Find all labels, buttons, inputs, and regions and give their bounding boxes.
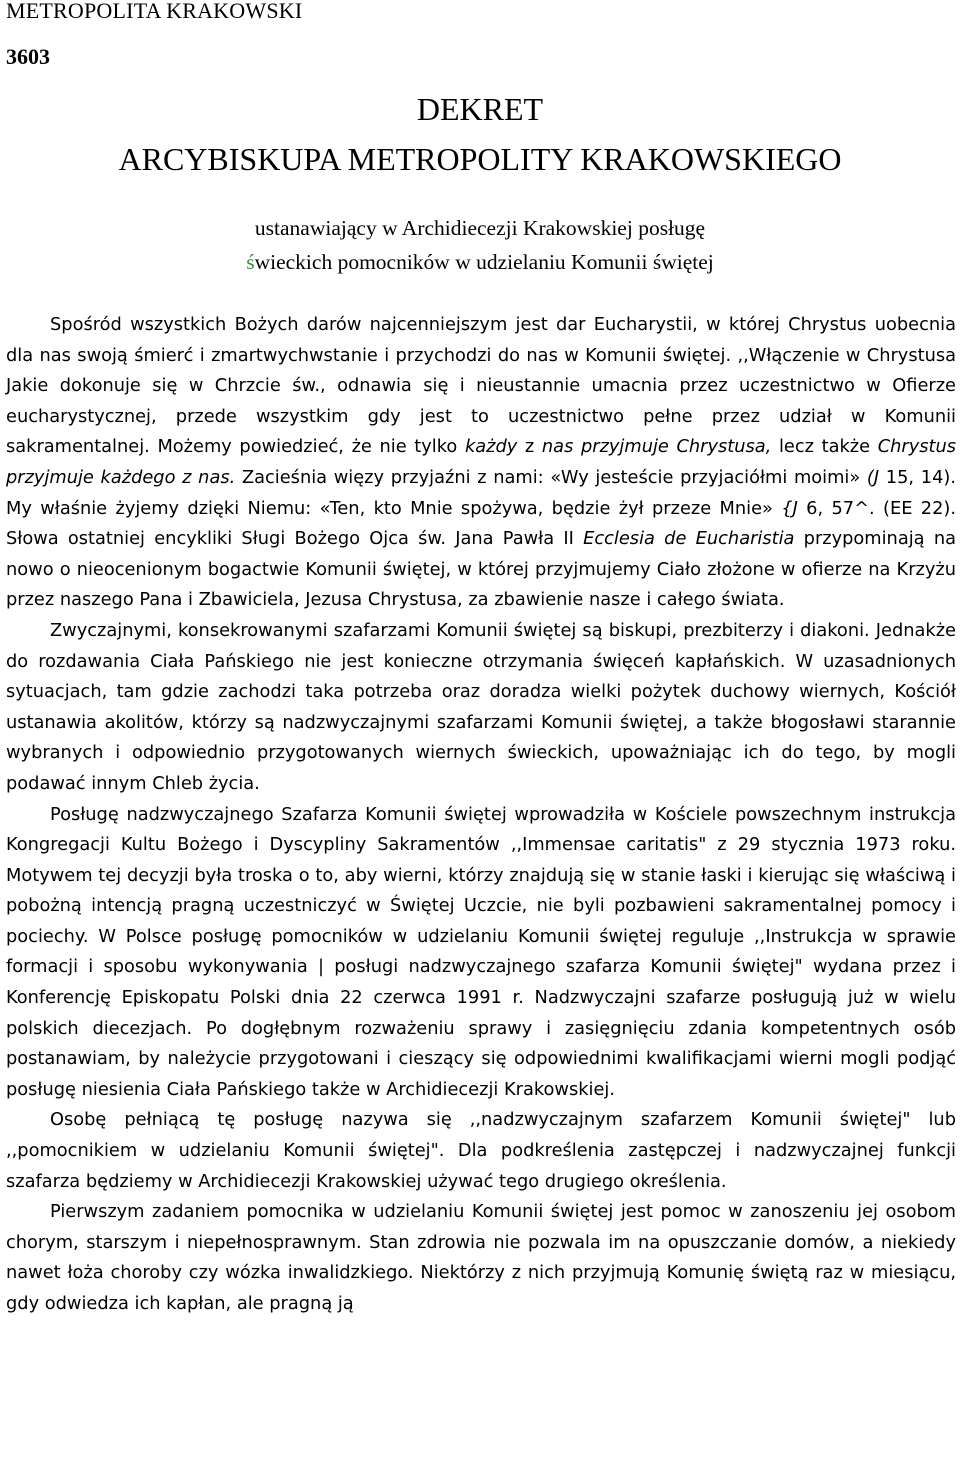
paragraph-1-italic: Chrystus przyjmuje każdego z nas. bbox=[6, 436, 956, 488]
decree-title-subline: ARCYBISKUPA METROPOLITY KRAKOWSKIEGO bbox=[118, 141, 842, 177]
running-header: METROPOLITA KRAKOWSKI bbox=[6, 0, 303, 23]
paragraph-2: Zwyczajnymi, konsekrowanymi szafarzami Komunii świętej są biskupi, prezbiterzy i diakoni. Jednakże do rozdawania Ciała Pańskiego nie jest konieczne otrzymania święceń kapłańskich. W uzasadnionych sytuacjach, tam gdzie zachodzi taka potrzeba oraz doradza wielki pożytek duchowy wiernych, Kościół ustanawia akolitów, którzy są nadzwyczajnymi szafarzami Komunii świętej, a także błogosławi starannie wybranych i odpowiednio przygotowanych wiernych świeckich, upoważniając ich do tego, by mogli podawać innym Chleb życia. bbox=[6, 619, 956, 794]
bible-reference: {J bbox=[781, 497, 798, 519]
paragraph-5: Pierwszym zadaniem pomocnika w udzielaniu Komunii świętej jest pomoc w zanoszeniu jej osobom chorym, starszym i niepełnosprawnym. Stan zdrowia nie pozwala im na opuszczanie domów, a niekiedy nawet łoża choroby czy wózka inwalidzkiego. Niektórzy z nich przyjmują Komunię świętą raz w miesiącu, gdy odwiedza ich kapłan, ale pragną ją bbox=[6, 1201, 956, 1314]
decree-title: DEKRET bbox=[416, 91, 544, 127]
paragraph-1 bbox=[6, 310, 956, 616]
encyclical-title: Ecclesia de Eucharistia bbox=[583, 528, 795, 550]
paragraph-4: Osobę pełniącą tę posługę nazywa się ,,nadzwyczajnym szafarzem Komunii świętej" lub ,,pomocnikiem w udzielaniu Komunii świętej". Dla podkreślenia zastępczej i nadzwyczajnej funkcji szafarza będziemy w Archidiecezji Krakowskiej używać tego drugiego określenia. bbox=[6, 1109, 956, 1192]
paragraph-3: Posługę nadzwyczajnego Szafarza Komunii świętej wprowadziła w Kościele powszechnym instrukcja Kongregacji Kultu Bożego i Dyscypliny Sakramentów ,,Immensae caritatis" z 29 stycznia 1973 roku. Motywem tej decyzji była troska o to, aby wierni, którzy znajdują się w stanie łaski i kierując się właściwą i pobożną intencją pragną uczestniczyć w Świętej Uczcie, nie byli pozbawieni sakramentalnej pomocy i pociechy. W Polsce posługę pomocników w udzielaniu Komunii świętej reguluje ,,Instrukcja w sprawie formacji i sposobu wykonywania | posługi nadzwyczajnego szafarza Komunii świętej" wydana przez i Konferencję Episkopatu Polski dnia 22 czerwca 1991 r. Nadzwyczajni szafarze posługują już w wielu polskich diecezjach. Po dogłębnym rozważeniu sprawy i zasięgnięciu zdania kompetentnych osób postanawiam, by należycie przygotowani i cieszący się odpowiednimi kwalifikacjami wierni mogli podjąć posługę niesienia Ciała Pańskiego także w Archidiecezji Krakowskiej. bbox=[6, 803, 956, 1100]
paragraph-1-text: 15, 14). My właśnie żyjemy dzięki Niemu: «Ten, kto Mnie spożywa, będzie żył przeze Mnie» bbox=[6, 466, 956, 519]
body-text bbox=[6, 310, 956, 1320]
page-number: 3603 bbox=[6, 44, 50, 69]
paragraph-1-text: z bbox=[517, 436, 542, 458]
paragraph-1-text: przypominają na nowo o nieocenionym bogactwie Komunii świętej, w której przyjmujemy Ciało złożone w ofierze na Krzyżu przez naszego Pana i Zbawiciela, Jezusa Chrystusa, za zbawienie nasze i całego świata. bbox=[6, 528, 956, 611]
paragraph-1-italic: każdy bbox=[464, 436, 518, 458]
paragraph-1-text: Spośród wszystkich Bożych darów najcenniejszym jest dar Eucharystii, w której Chrystus uobecnia dla nas swoją śmierć i zmartwychwstanie i przychodzi do nas w Komunii świętej. ,,Włączenie w Chrystusa Jakie dokonuje się w Chrzcie św., odnawia się i nieustannie umacnia przez uczestnictwo w Ofierze eucharystycznej, przede wszystkim gdy jest to uczestnictwo pełne przez udział w Komunii sakramentalnej. Możemy powiedzieć, że nie tylko bbox=[6, 314, 956, 458]
paragraph-1-text: lecz także bbox=[771, 436, 878, 458]
paragraph-1-text: 6, 57^. (EE 22). Słowa ostatniej encykliki Sługi Bożego Ojca św. Jana Pawła II bbox=[6, 497, 956, 550]
subtitle-line-2-rest: wieckich pomocników w udzielaniu Komunii świętej bbox=[254, 250, 714, 274]
bible-reference: (J bbox=[866, 466, 880, 488]
subtitle-accent-letter: ś bbox=[246, 250, 255, 274]
paragraph-1-text: Zacieśnia więzy przyjaźni z nami: «Wy jesteście przyjaciółmi moimi» bbox=[235, 466, 867, 488]
paragraph-1-italic: nas przyjmuje Chrystusa, bbox=[541, 436, 772, 458]
decree-subtitle-line-2 bbox=[0, 246, 960, 278]
decree-subtitle-line-1: ustanawiający w Archidiecezji Krakowskiej posługę bbox=[254, 216, 706, 240]
